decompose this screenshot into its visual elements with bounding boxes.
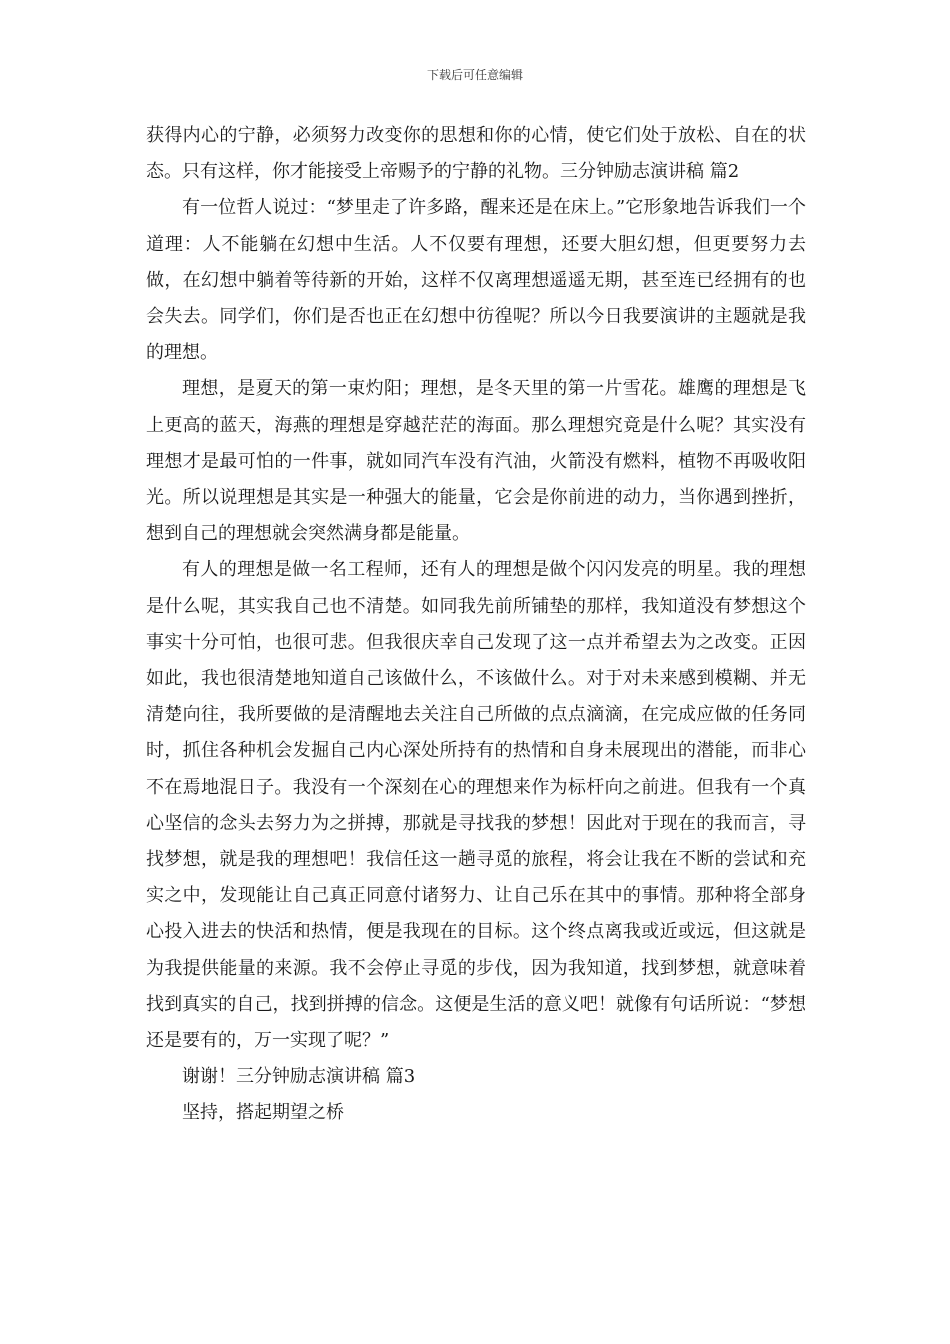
document-body: [146, 118, 806, 1132]
paragraph: 有一位哲人说过：“梦里走了许多路，醒来还是在床上。”它形象地告诉我们一个道理：人不能躺在幻想中生活。人不仅要有理想，还要大胆幻想，但更要努力去做，在幻想中躺着等待新的开始，这样不仅离理想遥遥无期，甚至连已经拥有的也会失去。同学们，你们是否也正在幻想中彷徨呢？所以今日我要演讲的主题就是我的理想。: [146, 197, 806, 364]
paragraph: 获得内心的宁静，必须努力改变你的思想和你的心情，使它们处于放松、自在的状态。只有这样，你才能接受上帝赐予的宁静的礼物。三分钟励志演讲稿 篇2: [146, 125, 806, 183]
paragraph: 坚持，搭起期望之桥: [182, 1102, 344, 1124]
paragraph: 理想，是夏天的第一束灼阳；理想，是冬天里的第一片雪花。雄鹰的理想是飞上更高的蓝天，海燕的理想是穿越茫茫的海面。那么理想究竟是什么呢？其实没有理想才是最可怕的一件事，就如同汽车没有汽油，火箭没有燃料，植物不再吸收阳光。所以说理想是其实是一种强大的能量，它会是你前进的动力，当你遇到挫折，想到自己的理想就会突然满身都是能量。: [146, 378, 806, 545]
paragraph: 谢谢！三分钟励志演讲稿 篇3: [182, 1066, 416, 1088]
page-header: 下载后可任意编辑: [426, 68, 523, 82]
paragraph: 有人的理想是做一名工程师，还有人的理想是做个闪闪发亮的明星。我的理想是什么呢，其实我自己也不清楚。如同我先前所铺垫的那样，我知道没有梦想这个事实十分可怕，也很可悲。但我很庆幸自己发现了这一点并希望去为之改变。正因如此，我也很清楚地知道自己该做什么，不该做什么。对于对未来感到模糊、并无清楚向往，我所要做的是清醒地去关注自己所做的点点滴滴，在完成应做的任务同时，抓住各种机会发掘自己内心深处所持有的热情和自身未展现出的潜能，而非心不在焉地混日子。我没有一个深刻在心的理想来作为标杆向之前进。但我有一个真心坚信的念头去努力为之拼搏，那就是寻找我的梦想！因此对于现在的我而言，寻找梦想，就是我的理想吧！我信任这一趟寻觅的旅程，将会让我在不断的尝试和充实之中，发现能让自己真正同意付诸努力、让自己乐在其中的事情。那种将全部身心投入进去的快活和热情，便是我现在的目标。这个终点离我或近或远，但这就是为我提供能量的来源。我不会停止寻觅的步伐，因为我知道，找到梦想，就意味着找到真实的自己，找到拼搏的信念。这便是生活的意义吧！就像有句话所说：“梦想还是要有的，万一实现了呢？”: [146, 559, 806, 1052]
